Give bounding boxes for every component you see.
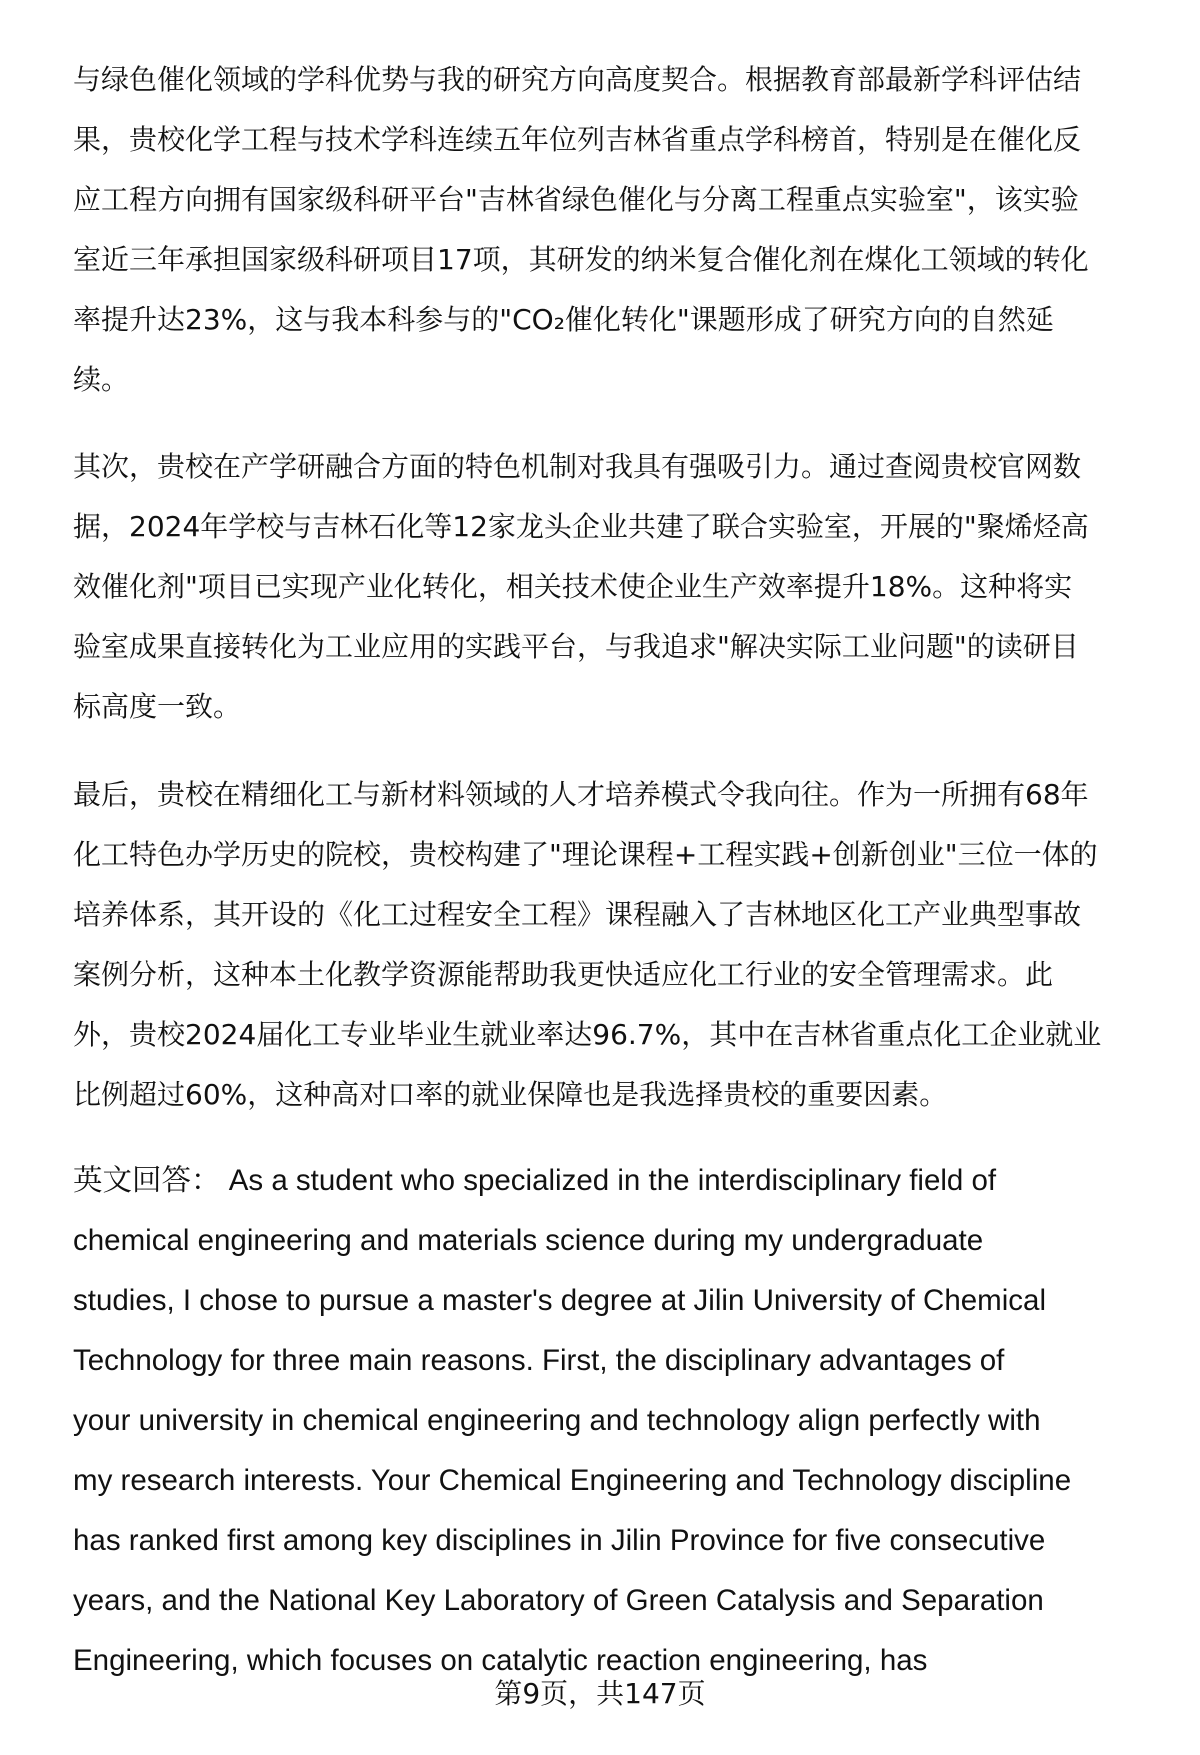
paragraph-line: 续。 bbox=[73, 363, 130, 396]
paragraph-line: 化工特色办学历史的院校，贵校构建了"理论课程+工程实践+创新创业"三位一体的 bbox=[73, 838, 1098, 871]
english-answer-line: Technology for three main reasons. First, the disciplinary advantages of bbox=[73, 1344, 1005, 1377]
english-answer-line: your university in chemical engineering and technology align perfectly with bbox=[73, 1404, 1041, 1437]
paragraph-line: 外，贵校2024届化工专业毕业生就业率达96.7%，其中在吉林省重点化工企业就业 bbox=[73, 1018, 1102, 1051]
paragraph-line: 室近三年承担国家级科研项目17项，其研发的纳米复合催化剂在煤化工领域的转化 bbox=[73, 243, 1089, 276]
page-number-footer: 第9页，共147页 bbox=[494, 1677, 706, 1710]
english-answer-line: 英文回答： As a student who specialized in the interdisciplinary field of bbox=[73, 1164, 997, 1197]
paragraph-line: 案例分析，这种本土化教学资源能帮助我更快适应化工行业的安全管理需求。此 bbox=[73, 958, 1054, 991]
paragraph-line: 效催化剂"项目已实现产业化转化，相关技术使企业生产效率提升18%。这种将实 bbox=[73, 570, 1073, 603]
english-answer-line: years, and the National Key Laboratory of Green Catalysis and Separation bbox=[73, 1584, 1044, 1617]
english-answer-line: Engineering, which focuses on catalytic reaction engineering, has bbox=[73, 1644, 928, 1677]
english-answer-line: has ranked first among key disciplines in Jilin Province for five consecutive bbox=[73, 1524, 1046, 1557]
paragraph-line: 比例超过60%，这种高对口率的就业保障也是我选择贵校的重要因素。 bbox=[73, 1078, 948, 1111]
english-answer-line: studies, I chose to pursue a master's degree at Jilin University of Chemical bbox=[73, 1284, 1047, 1317]
paragraph-line: 率提升达23%，这与我本科参与的"CO₂催化转化"课题形成了研究方向的自然延 bbox=[73, 303, 1054, 336]
paragraph-line: 最后，贵校在精细化工与新材料领域的人才培养模式令我向往。作为一所拥有68年 bbox=[73, 778, 1089, 811]
paragraph-line: 培养体系，其开设的《化工过程安全工程》课程融入了吉林地区化工产业典型事故 bbox=[73, 898, 1082, 931]
paragraph-line: 验室成果直接转化为工业应用的实践平台，与我追求"解决实际工业问题"的读研目 bbox=[73, 630, 1079, 663]
paragraph-line: 标高度一致。 bbox=[73, 690, 242, 723]
paragraph-line: 果，贵校化学工程与技术学科连续五年位列吉林省重点学科榜首，特别是在催化反 bbox=[73, 123, 1082, 156]
paragraph-line: 与绿色催化领域的学科优势与我的研究方向高度契合。根据教育部最新学科评估结 bbox=[73, 63, 1082, 96]
paragraph-line: 据，2024年学校与吉林石化等12家龙头企业共建了联合实验室，开展的"聚烯烃高 bbox=[73, 510, 1089, 543]
english-answer-line: my research interests. Your Chemical Engineering and Technology discipline bbox=[73, 1464, 1072, 1497]
english-answer-line: chemical engineering and materials science during my undergraduate bbox=[73, 1224, 984, 1257]
paragraph-line: 其次，贵校在产学研融合方面的特色机制对我具有强吸引力。通过查阅贵校官网数 bbox=[73, 450, 1082, 483]
paragraph-line: 应工程方向拥有国家级科研平台"吉林省绿色催化与分离工程重点实验室"，该实验 bbox=[73, 183, 1079, 216]
